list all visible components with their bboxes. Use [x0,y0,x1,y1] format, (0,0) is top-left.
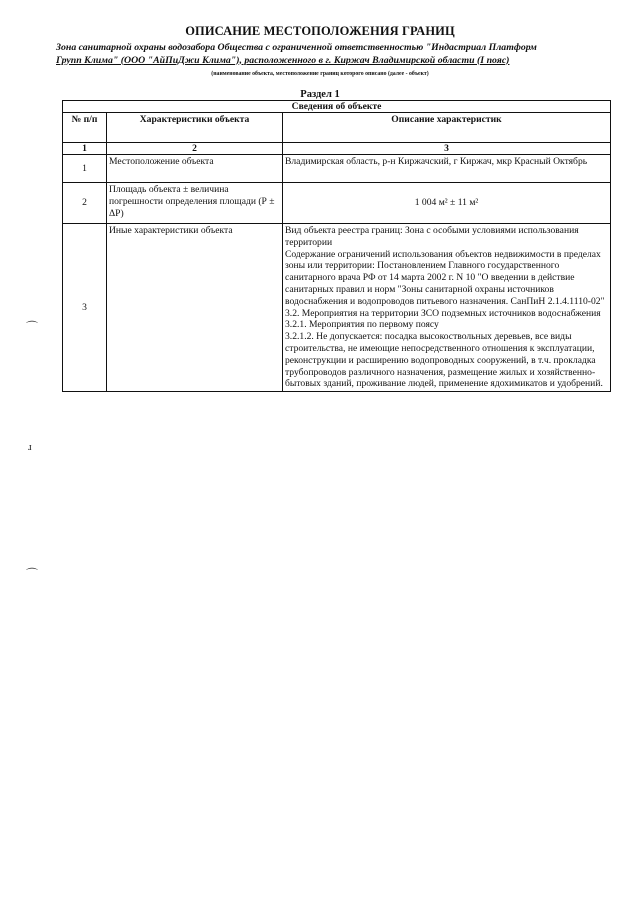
subtitle-caption: (наименование объекта, местоположение границ которого описано (далее - объект) [211,71,429,77]
col-number-1: 1 [63,143,107,155]
table-title: Сведения об объекте [63,101,611,113]
subtitle-line-2: Групп Клима" (ООО "АйПиДжи Клима"), расположенного в г. Киржач Владимирской области (I пояс) [56,54,510,66]
binder-hole-mark: ⌒ [26,320,39,334]
row-characteristic: Площадь объекта ± величина погрешности определения площади (Р ± ΔР) [107,183,283,224]
row-characteristic: Местоположение объекта [107,155,283,183]
column-number-row [63,143,611,155]
row-description [283,224,611,392]
description-line: 3.2. Мероприятия на территории ЗСО подземных источников водоснабжения [285,307,601,319]
table-header-row [63,113,611,143]
row-number: 2 [63,183,107,224]
description-line: Вид объекта реестра границ: Зона с особыми условиями использования территории [285,225,579,248]
description-line: 3.2.1. Мероприятия по первому поясу [285,319,439,331]
row-characteristic: Иные характеристики объекта [107,224,283,392]
subtitle-line-1: Зона санитарной охраны водозабора Общества с ограниченной ответственностью "Индастриал Платформ [56,42,537,53]
row-description: Владимирская область, р-н Киржачский, г Киржач, мкр Красный Октябрь [283,155,611,183]
table-caption-row [63,101,611,113]
page-title: ОПИСАНИЕ МЕСТОПОЛОЖЕНИЯ ГРАНИЦ [185,24,455,38]
header-number: № п/п [63,113,107,143]
table-row [63,155,611,183]
col-number-3: 3 [283,143,611,155]
table-row [63,224,611,392]
row-description: 1 004 м² ± 11 м² [283,183,611,224]
table-row [63,183,611,224]
binder-hole-mark: ⌒ [26,567,39,581]
header-description: Описание характеристик [283,113,611,143]
description-line: 3.2.1.2. Не допускается: посадка высокоствольных деревьев, все виды строительства, не имеющие непосредственного отношения к эксплуатации, реконструкции и расширению водопроводных сооружений, в т.ч. прокладка трубопроводов различного назначения, размещение жилых и хозяйственно-бытовых зданий, проживание людей, применение ядохимикатов и удобрений. [285,331,603,390]
col-number-2: 2 [107,143,283,155]
row-number: 1 [63,155,107,183]
header-characteristic: Характеристики объекта [107,113,283,143]
section-title: Раздел 1 [300,89,340,100]
object-info-table [62,100,611,392]
description-line: Содержание ограничений использования объектов недвижимости в пределах зоны или территории: Постановлением Главного государственного санитарного врача РФ от 14 марта 2002 г. N 10 "О введении в действие санитарных правил и норм "Зоны санитарной охраны источников водоснабжения и водопроводов питьевого назначения. СанПиН 2.1.4.1110-02" [285,248,605,307]
margin-mark: ɹ [28,441,32,453]
object-name-subtitle [56,42,596,67]
row-number: 3 [63,224,107,392]
